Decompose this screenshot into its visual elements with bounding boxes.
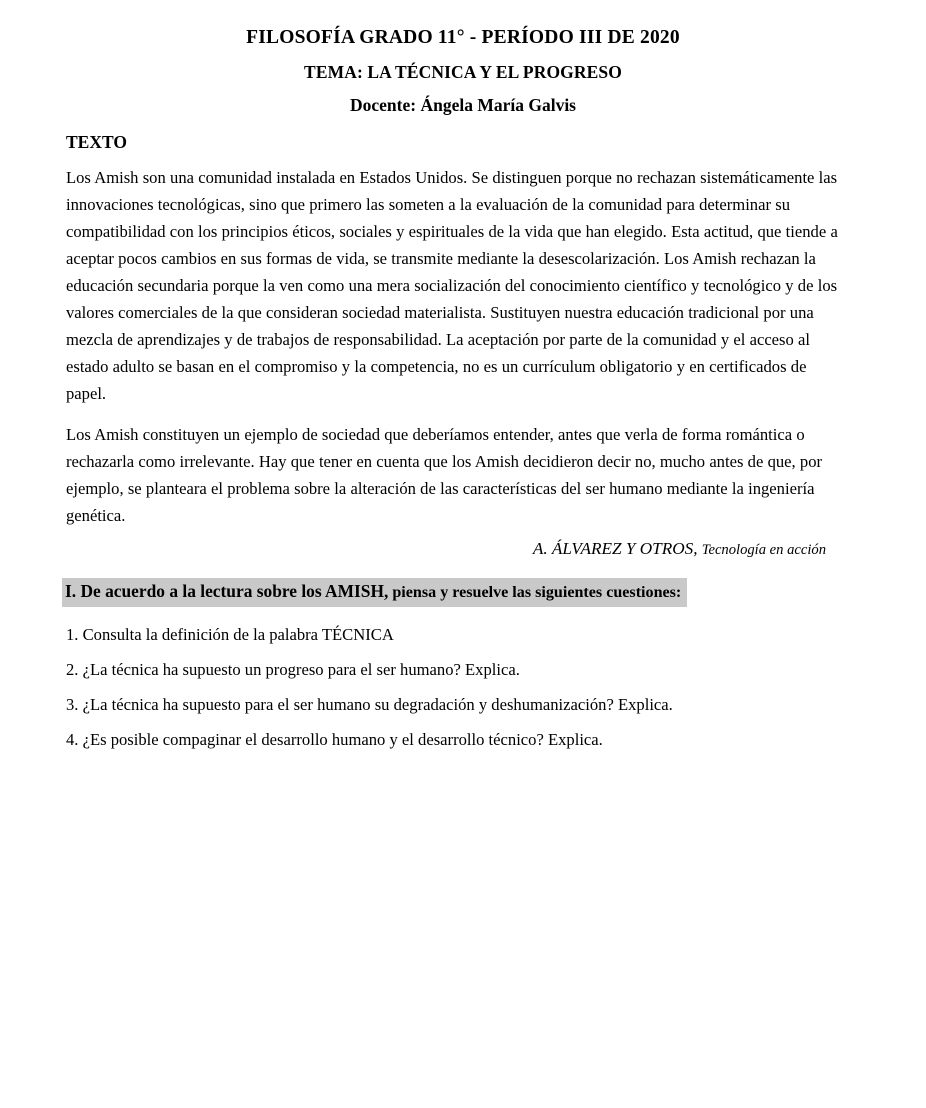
source-attribution [66,535,840,564]
question-item-4: 4. ¿Es posible compaginar el desarrollo humano y el desarrollo técnico? Explica. [66,729,603,749]
document-body [0,133,926,752]
text-paragraph-1: Los Amish son una comunidad instalada en Estados Unidos. Se distinguen porque no rechazan sistemáticamente las innovaciones tecnológicas, sino que primero las someten a la evaluación de la comunidad para determinar su compatibilidad con los principios éticos, sociales y espirituales de la vida que han elegido. Esta actitud, que tiende a aceptar pocos cambios en sus formas de vida, se transmite mediante la desescolarización. Los Amish rechazan la educación secundaria porque la ven como una mera socialización del conocimiento científico y tecnológico y de los valores comerciales de la que consideran sociedad materialista. Sustituyen nuestra educación tradicional por una mezcla de aprendizajes y de trabajos de responsabilidad. La aceptación por parte de la comunidad y el acceso al estado adulto se basan en el compromiso y la competencia, no es un currículum obligatorio y en certificados de papel. [66,167,838,403]
document-title-line-2: TEMA: LA TÉCNICA Y EL PROGRESO [304,61,622,82]
section-label-texto: TEXTO [66,131,127,152]
attribution-work-title: Tecnología en acción [701,541,826,558]
instruction-section [62,578,840,607]
document-header [0,0,926,115]
questions-list [66,623,840,752]
question-item-2: 2. ¿La técnica ha supuesto un progreso para el ser humano? Explica. [66,659,520,679]
attribution-author: A. ÁLVAREZ Y OTROS, [532,538,698,558]
instruction-rest-text: piensa y resuelve las siguientes cuestiones: [388,583,682,601]
question-item-1: 1. Consulta la definición de la palabra TÉCNICA [66,624,394,644]
document-title-line-3-teacher: Docente: Ángela María Galvis [350,95,576,115]
document-title-line-1: FILOSOFÍA GRADO 11° - PERÍODO III DE 2020 [246,27,680,48]
instruction-lead-text: I. De acuerdo a la lectura sobre los AMISH, [65,580,389,601]
instruction-highlight-bar [62,578,687,607]
question-item-3: 3. ¿La técnica ha supuesto para el ser humano su degradación y deshumanización? Explica. [66,694,673,714]
text-paragraph-2: Los Amish constituyen un ejemplo de sociedad que deberíamos entender, antes que verla de forma romántica o rechazarla como irrelevante. Hay que tener en cuenta que los Amish decidieron decir no, mucho antes de que, por ejemplo, se planteara el problema sobre la alteración de las características del ser humano mediante la ingeniería genética. [66,424,823,525]
